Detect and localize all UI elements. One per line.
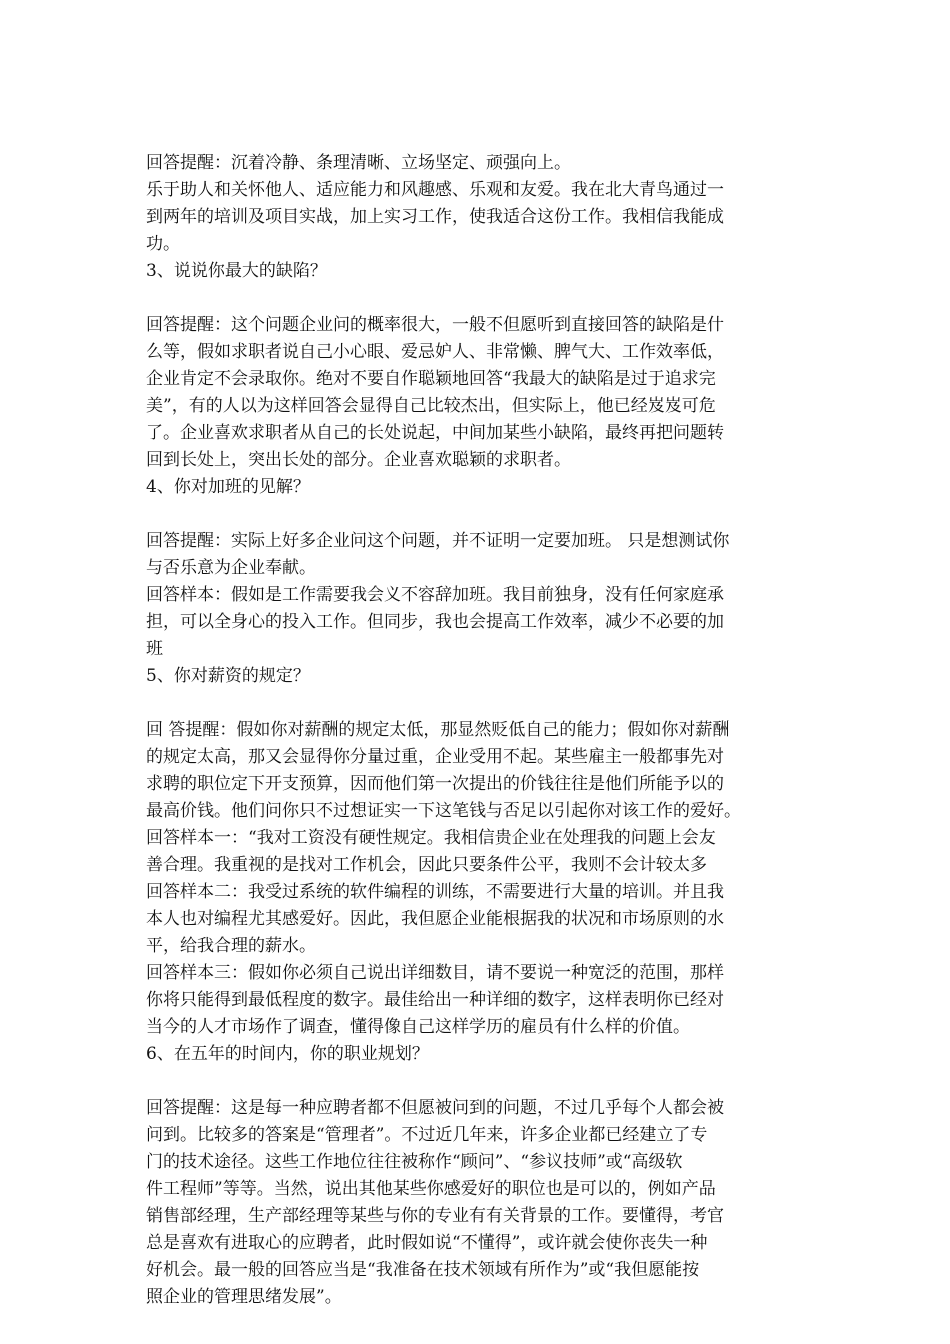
- text-line: 企业肯定不会录取你。绝对不要自作聪颖地回答“我最大的缺陷是过于追求完: [146, 369, 716, 389]
- text-line: 乐于助人和关怀他人、适应能力和风趣感、乐观和友爱。我在北大青鸟通过一: [146, 180, 724, 200]
- text-line: 销售部经理，生产部经理等某些与你的专业有有关背景的工作。要懂得，考官: [146, 1206, 724, 1226]
- text-line: 当今的人才市场作了调查，懂得像自己这样学历的雇员有什么样的价值。: [146, 1017, 690, 1037]
- text-line: 问到。比较多的答案是“管理者”。不过近几年来，许多企业都已经建立了专: [146, 1125, 708, 1145]
- blank-line: [146, 285, 810, 312]
- text-line: 好机会。最一般的回答应当是“我准备在技术领域有所作为”或“我但愿能按: [146, 1260, 700, 1280]
- text-line: 么等，假如求职者说自己小心眼、爱忌妒人、非常懒、脾气大、工作效率低，: [146, 342, 724, 362]
- text-line: 回答样本三：假如你必须自己说出详细数目，请不要说一种宽泛的范围，那样: [146, 963, 724, 983]
- text-line: 照企业的管理思绪发展”。: [146, 1287, 342, 1307]
- text-line: 善合理。我重视的是找对工作机会，因此只要条件公平，我则不会计较太多: [146, 855, 707, 875]
- text-line: 本人也对编程尤其感爱好。因此，我但愿企业能根据我的状况和市场原则的水: [146, 909, 724, 929]
- text-line: 回答提醒：这是每一种应聘者都不但愿被问到的问题，不过几乎每个人都会被: [146, 1098, 724, 1118]
- text-line: 回答提醒：沉着冷静、条理清晰、立场坚定、顽强向上。: [146, 153, 571, 173]
- blank-line: [146, 1068, 810, 1095]
- text-line: 最高价钱。他们问你只不过想证实一下这笔钱与否足以引起你对该工作的爱好。: [146, 801, 741, 821]
- text-line: 回到长处上，突出长处的部分。企业喜欢聪颖的求职者。: [146, 450, 571, 470]
- text-line: 美”，有的人以为这样回答会显得自己比较杰出，但实际上，他已经岌岌可危: [146, 396, 716, 416]
- text-line: 回答提醒：实际上好多企业问这个问题，并不证明一定要加班。 只是想测试你: [146, 531, 730, 551]
- text-line: 回答样本一：“我对工资没有硬性规定。我相信贵企业在处理我的问题上会友: [146, 828, 716, 848]
- text-line: 求聘的职位定下开支预算，因而他们第一次提出的价钱往往是他们所能予以的: [146, 774, 724, 794]
- question-heading: 5、你对薪资的规定？: [146, 666, 310, 686]
- text-line: 回 答提醒：假如你对薪酬的规定太低，那显然贬低自己的能力；假如你对薪酬: [146, 720, 730, 740]
- blank-line: [146, 501, 810, 528]
- question-heading: 6、在五年的时间内，你的职业规划？: [146, 1044, 429, 1064]
- blank-line: [146, 690, 810, 717]
- text-line: 回答提醒：这个问题企业问的概率很大，一般不但愿听到直接回答的缺陷是什: [146, 315, 724, 335]
- text-line: 担，可以全身心的投入工作。但同步，我也会提高工作效率，减少不必要的加: [146, 612, 724, 632]
- text-line: 了。企业喜欢求职者从自己的长处说起，中间加某些小缺陷，最终再把问题转: [146, 423, 724, 443]
- question-heading: 4、你对加班的见解？: [146, 477, 310, 497]
- text-line: 件工程师”等等。当然，说出其他某些你感爱好的职位也是可以的，例如产品: [146, 1179, 716, 1199]
- text-line: 回答样本二：我受过系统的软件编程的训练，不需要进行大量的培训。并且我: [146, 882, 724, 902]
- text-line: 与否乐意为企业奉献。: [146, 558, 316, 578]
- text-line: 到两年的培训及项目实战，加上实习工作，使我适合这份工作。我相信我能成: [146, 207, 724, 227]
- text-line: 你将只能得到最低程度的数字。最佳给出一种详细的数字，这样表明你已经对: [146, 990, 724, 1010]
- question-heading: 3、说说你最大的缺陷？: [146, 261, 327, 281]
- text-line: 总是喜欢有进取心的应聘者，此时假如说“不懂得”，或许就会使你丧失一种: [146, 1233, 708, 1253]
- text-line: 功。: [146, 234, 180, 254]
- document-page: [146, 150, 810, 1311]
- text-line: 门的技术途径。这些工作地位往往被称作“顾问”、“参议技师”或“高级软: [146, 1152, 683, 1172]
- text-line: 平，给我合理的薪水。: [146, 936, 316, 956]
- text-line: 回答样本：假如是工作需要我会义不容辞加班。我目前独身，没有任何家庭承: [146, 585, 724, 605]
- text-line: 班: [146, 639, 163, 659]
- text-line: 的规定太高，那又会显得你分量过重，企业受用不起。某些雇主一般都事先对: [146, 747, 724, 767]
